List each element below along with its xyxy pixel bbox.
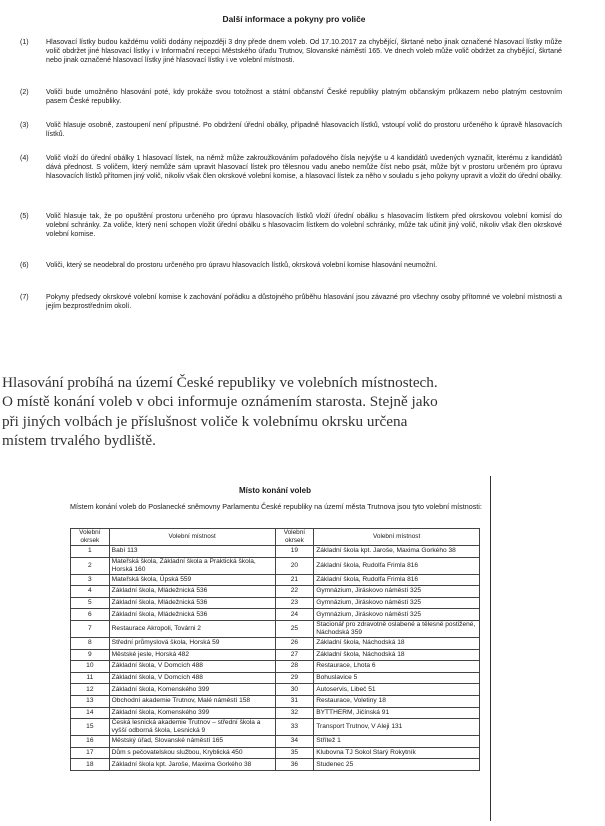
- room-name: Základní škola, V Domcích 488: [109, 672, 275, 684]
- room-name: Restaurace, Voletiny 18: [314, 695, 480, 707]
- room-name: Dům s pečovatelskou službou, Kryblická 450: [109, 747, 275, 759]
- col-room-header: Volební místnost: [109, 529, 275, 546]
- district-number: 6: [71, 609, 110, 621]
- district-number: 22: [275, 586, 314, 598]
- venues-title: Místo konání voleb: [238, 486, 311, 495]
- instruction-item: (7) Pokyny předsedy okrskové volební komise k zachování pořádku a důstojného průběhu hlasování jsou závazné pro všechny osoby přítomné ve volební místnosti a jejím bezprostředním okolí.: [20, 293, 562, 311]
- district-number: 27: [275, 649, 314, 661]
- room-name: Základní škola, Mládežnická 536: [109, 586, 275, 598]
- district-number: 13: [71, 695, 110, 707]
- room-name: Základní škola kpt. Jaroše, Maxima Gorkého 38: [109, 759, 275, 771]
- instruction-item: (1) Hlasovací lístky budou každému voliči dodány nejpozději 3 dny přede dnem voleb. Od 17.10.2017 za chybějící, škrtané nebo jinak označené hlasovací lístky může volič obdržet jiné hlasovací lístky i v Informační recepci Městského úřadu Trutnov, Slovanské náměstí 165. Ve dnech voleb může volič obdržet za chybějící, škrtané nebo jinak označené hlasovací lístky jiné hlasovací lístky i ve volební místnosti.: [20, 38, 562, 65]
- room-name: Studenec 25: [314, 759, 480, 771]
- room-name: Restaurace, Lhota 6: [314, 661, 480, 673]
- room-name: Autoservis, Libeč 51: [314, 684, 480, 696]
- room-name: Gymnázium, Jiráskovo náměstí 325: [314, 609, 480, 621]
- instruction-item: (5) Volič hlasuje tak, že po opuštění prostoru určeného pro úpravu hlasovacích lístků vloží úřední obálku s hlasovacím lístkem před okrskovou volební komisí do volební schránky. Za voliče, který není schopen vložit úřední obálku s hlasovacím lístkem do volební schránky, může tak učinit jiný volič, nikoliv však člen okrskové volební komise.: [20, 212, 562, 239]
- district-number: 19: [275, 546, 314, 558]
- district-number: 34: [275, 736, 314, 748]
- room-name: Bohuslavice 5: [314, 672, 480, 684]
- instruction-item: (6) Voliči, který se neodebral do prostoru určeného pro úpravu hlasovacích lístků, okrsková volební komise hlasování neumožní.: [20, 261, 438, 269]
- district-number: 25: [275, 620, 314, 637]
- room-name: Základní škola, Komenského 399: [109, 707, 275, 719]
- room-name: Restaurace Akropoli, Továrni 2: [109, 620, 275, 637]
- room-name: Základní škola, Mládežnická 536: [109, 609, 275, 621]
- room-name: Základní škola, V Domcích 488: [109, 661, 275, 673]
- district-number: 18: [71, 759, 110, 771]
- district-number: 31: [275, 695, 314, 707]
- district-number: 36: [275, 759, 314, 771]
- district-number: 17: [71, 747, 110, 759]
- district-number: 10: [71, 661, 110, 673]
- room-name: Městský úřad, Slovanské náměstí 165: [109, 736, 275, 748]
- instructions-scan: [14, 8, 574, 326]
- district-number: 5: [71, 597, 110, 609]
- col-district-header: Volební okrsek: [275, 529, 314, 546]
- room-name: Základní škola, Mládežnická 536: [109, 597, 275, 609]
- room-name: Obchodní akademie Trutnov, Malé náměstí 158: [109, 695, 275, 707]
- table-row: [71, 695, 480, 707]
- district-number: 12: [71, 684, 110, 696]
- room-name: Klubovna TJ Sokol Starý Rokytník: [314, 747, 480, 759]
- district-number: 30: [275, 684, 314, 696]
- district-number: 16: [71, 736, 110, 748]
- table-row: [71, 672, 480, 684]
- room-name: Střední průmyslová škola, Horská 59: [109, 637, 275, 649]
- table-row: [71, 649, 480, 661]
- table-header-row: [71, 529, 480, 546]
- table-row: [71, 747, 480, 759]
- instructions-title: Další informace a pokyny pro voliče: [222, 14, 366, 24]
- room-name: Babí 113: [109, 546, 275, 558]
- district-number: 29: [275, 672, 314, 684]
- venues-table-body: [71, 546, 480, 771]
- district-number: 33: [275, 719, 314, 736]
- district-number: 3: [71, 574, 110, 586]
- table-row: [71, 609, 480, 621]
- venues-intro: Místem konání voleb do Poslanecké sněmovny Parlamentu České republiky na území města Trutnova jsou tyto volební místnosti:: [70, 502, 482, 511]
- instruction-item: (4) Volič vloží do úřední obálky 1 hlasovací lístek, na němž může zakroužkováním pořadového čísla nejvýše u 4 kandidátů uvedených vyznačit, kterému z kandidátů dává přednost. S voličem, který nemůže sám upravit hlasovací lístek pro tělesnou vadu anebo nemůže číst nebo psát, může být v prostoru určeném pro úpravu hlasovacích lístků přítomen jiný volič, nikoliv však člen okrskové volební komise, a hlasovací lístek za něho v souladu s jeho pokyny upravit a vložit do úřední obálky.: [20, 154, 562, 181]
- room-name: Gymnázium, Jiráskovo náměstí 325: [314, 597, 480, 609]
- room-name: Gymnázium, Jiráskovo náměstí 325: [314, 586, 480, 598]
- table-row: [71, 707, 480, 719]
- table-row: [71, 557, 480, 574]
- article-paragraph: Hlasování probíhá na území České republiky ve volebních místnostech. O místě konání voleb v obci informuje oznámením starosta. Stejně jako při jiných volbách je příslušnost voliče k volebnímu okrsku určena místem trvalého bydliště.: [2, 374, 438, 449]
- room-name: Základní škola, Komenského 399: [109, 684, 275, 696]
- district-number: 14: [71, 707, 110, 719]
- table-row: [71, 597, 480, 609]
- district-number: 20: [275, 557, 314, 574]
- room-name: Základní škola, Náchodská 18: [314, 649, 480, 661]
- district-number: 15: [71, 719, 110, 736]
- table-row: [71, 719, 480, 736]
- district-number: 28: [275, 661, 314, 673]
- room-name: BYTTHERM, Jičínská 91: [314, 707, 480, 719]
- table-row: [71, 684, 480, 696]
- table-row: [71, 637, 480, 649]
- venues-scan: [60, 476, 491, 821]
- district-number: 9: [71, 649, 110, 661]
- room-name: Transport Trutnov, V Aleji 131: [314, 719, 480, 736]
- district-number: 23: [275, 597, 314, 609]
- district-number: 2: [71, 557, 110, 574]
- district-number: 35: [275, 747, 314, 759]
- room-name: Základní škola, Rudolfa Frimla 816: [314, 574, 480, 586]
- col-district-header: Volební okrsek: [71, 529, 110, 546]
- district-number: 26: [275, 637, 314, 649]
- district-number: 32: [275, 707, 314, 719]
- table-row: [71, 759, 480, 771]
- district-number: 11: [71, 672, 110, 684]
- table-row: [71, 586, 480, 598]
- instruction-item: (2) Voliči bude umožněno hlasování poté, kdy prokáže svou totožnost a státní občanství České republiky platným občanským průkazem nebo platným cestovním pasem České republiky.: [20, 88, 562, 106]
- district-number: 4: [71, 586, 110, 598]
- room-name: Mateřská škola, Základní škola a Praktická škola, Horská 160: [109, 557, 275, 574]
- district-number: 21: [275, 574, 314, 586]
- room-name: Základní škola, Náchodská 18: [314, 637, 480, 649]
- room-name: Česká lesnická akademie Trutnov – střední škola a vyšší odborná škola, Lesnická 9: [109, 719, 275, 736]
- table-row: [71, 620, 480, 637]
- room-name: Stacionář pro zdravotně oslabené a tělesně postižené, Náchodská 359: [314, 620, 480, 637]
- venues-table: [70, 528, 480, 771]
- room-name: Základní škola kpt. Jaroše, Maxima Gorkého 38: [314, 546, 480, 558]
- district-number: 8: [71, 637, 110, 649]
- col-room-header: Volební místnost: [314, 529, 480, 546]
- table-row: [71, 661, 480, 673]
- district-number: 24: [275, 609, 314, 621]
- room-name: Střítež 1: [314, 736, 480, 748]
- table-row: [71, 574, 480, 586]
- table-row: [71, 546, 480, 558]
- room-name: Mateřská škola, Úpská 559: [109, 574, 275, 586]
- room-name: Městské jesle, Horská 482: [109, 649, 275, 661]
- room-name: Základní škola, Rudolfa Frimla 816: [314, 557, 480, 574]
- table-row: [71, 736, 480, 748]
- district-number: 1: [71, 546, 110, 558]
- instruction-item: (3) Volič hlasuje osobně, zastoupení není přípustné. Po obdržení úřední obálky, případně hlasovacích lístků, vstoupí volič do prostoru určeného k úpravě hlasovacích lístků.: [20, 121, 562, 139]
- district-number: 7: [71, 620, 110, 637]
